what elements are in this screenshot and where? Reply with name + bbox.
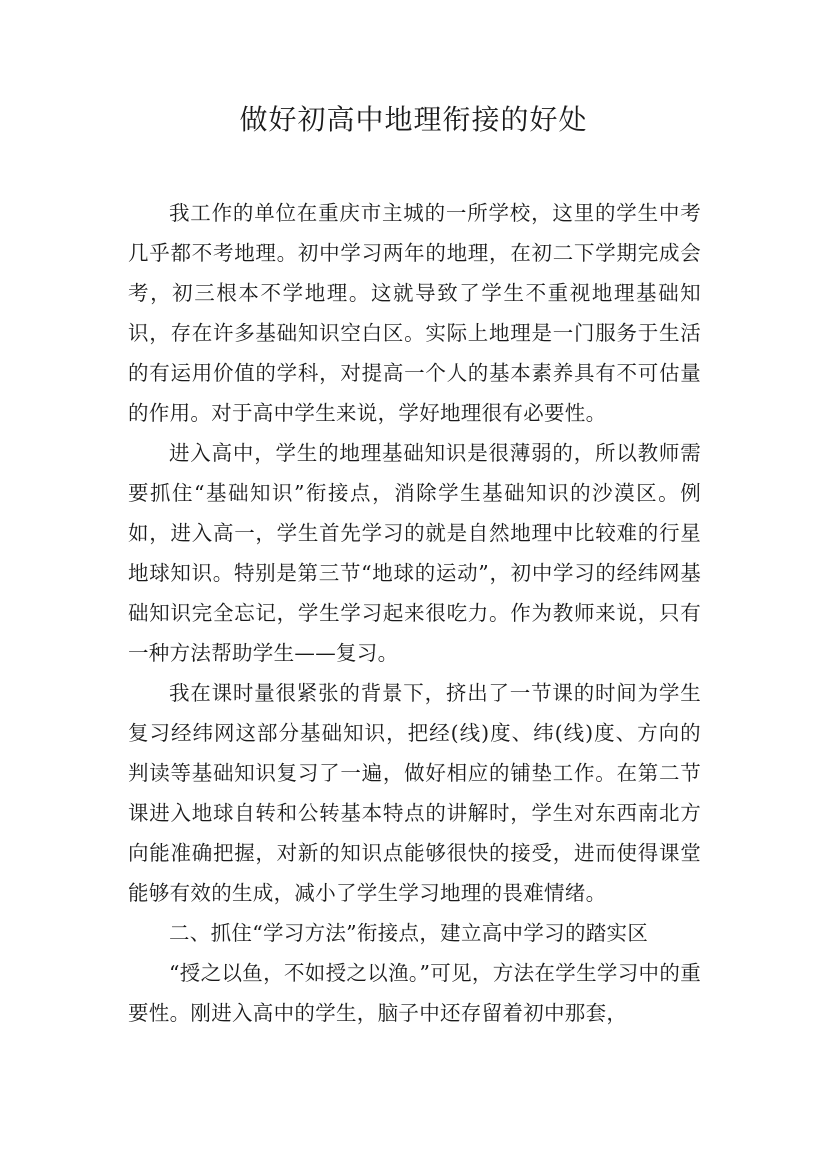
document-title: 做好初高中地理衔接的好处 bbox=[239, 103, 588, 136]
document-body bbox=[128, 193, 701, 1033]
paragraph-2: 进入高中，学生的地理基础知识是很薄弱的，所以教师需要抓住“基础知识”衔接点，消除学生基础知识的沙漠区。例如，进入高一，学生首先学习的就是自然地理中比较难的行星地球知识。特别是第三节“地球的运动”，初中学习的经纬网基础知识完全忘记，学生学习起来很吃力。作为教师来说，只有一种方法帮助学生——复习。 bbox=[128, 441, 701, 665]
paragraph-1: 我工作的单位在重庆市主城的一所学校，这里的学生中考几乎都不考地理。初中学习两年的地理，在初二下学期完成会考，初三根本不学地理。这就导致了学生不重视地理基础知识，存在许多基础知识空白区。实际上地理是一门服务于生活的有运用价值的学科，对提高一个人的基本素养具有不可估量的作用。对于高中学生来说，学好地理很有必要性。 bbox=[128, 201, 701, 425]
section-heading: 二、抓住“学习方法”衔接点，建立高中学习的踏实区 bbox=[169, 921, 649, 945]
paragraph-3: 我在课时量很紧张的背景下，挤出了一节课的时间为学生复习经纬网这部分基础知识，把经(线)度、纬(线)度、方向的判读等基础知识复习了一遍，做好相应的铺垫工作。在第二节课进入地球自转和公转基本特点的讲解时，学生对东西南北方向能准确把握，对新的知识点能够很快的接受，进而使得课堂能够有效的生成，减小了学生学习地理的畏难情绪。 bbox=[128, 681, 701, 905]
paragraph-4: “授之以鱼，不如授之以渔。”可见，方法在学生学习中的重要性。刚进入高中的学生，脑子中还存留着初中那套， bbox=[128, 961, 701, 1025]
